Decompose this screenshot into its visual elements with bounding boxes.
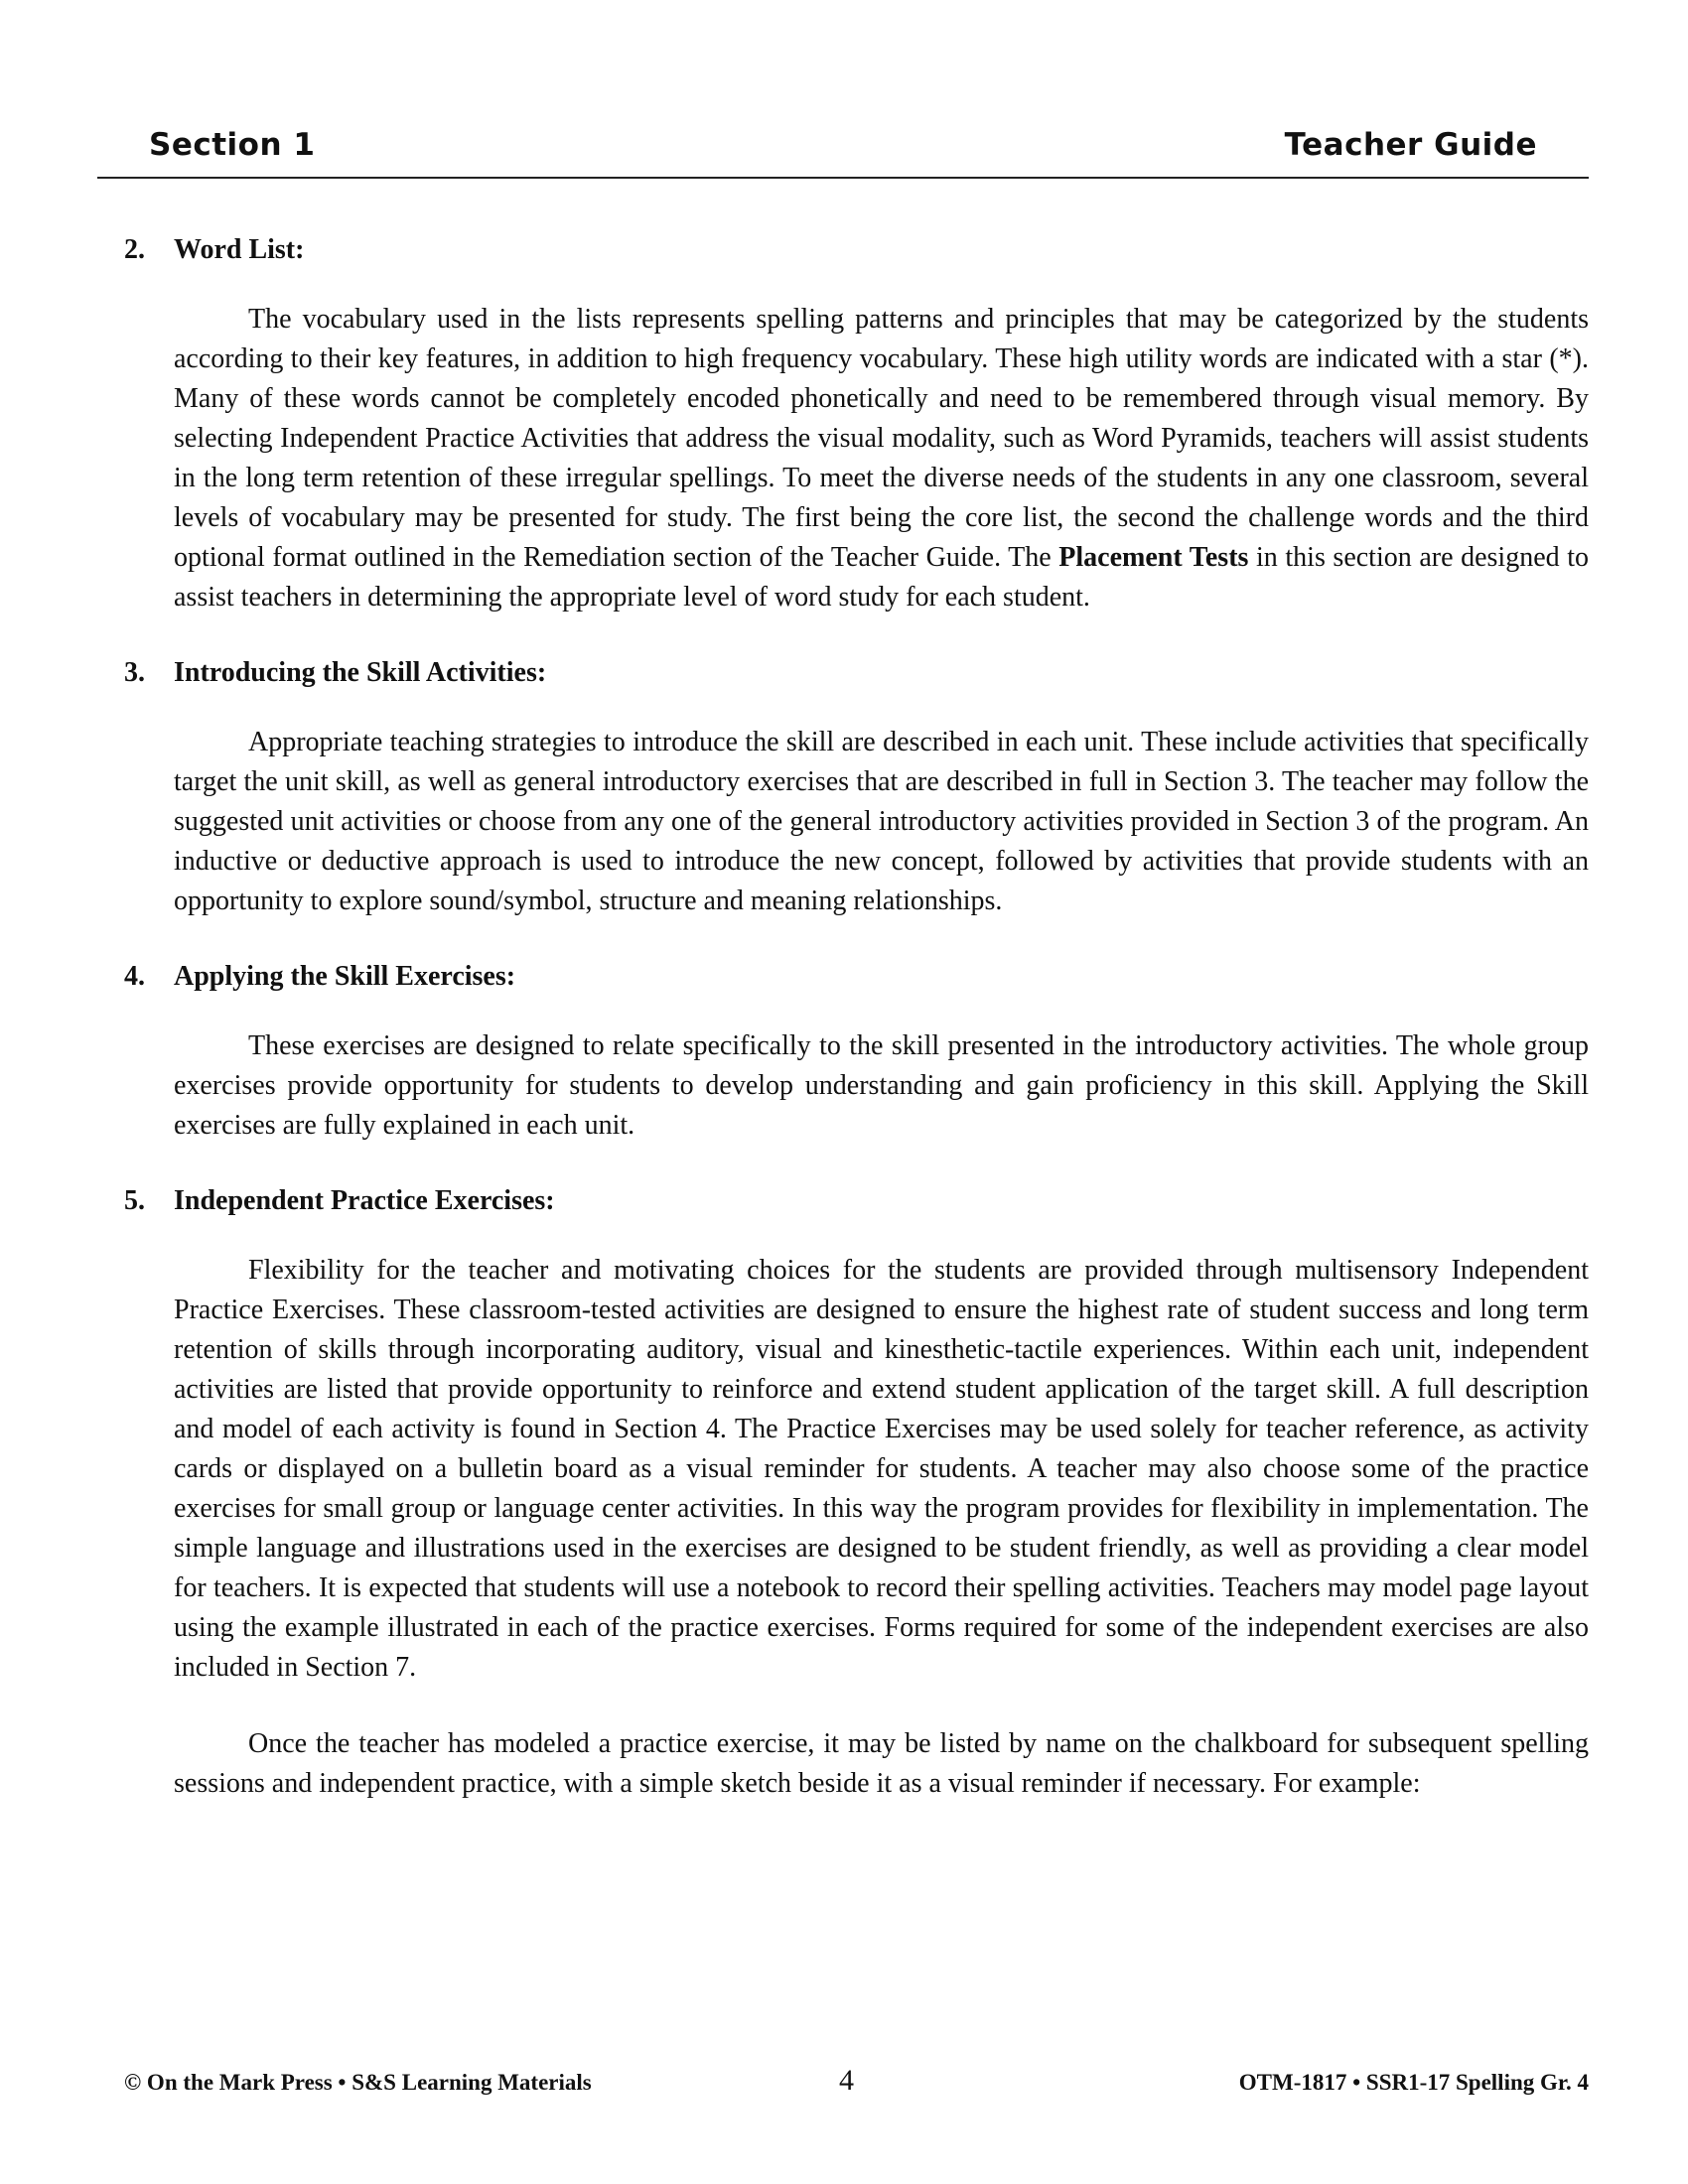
placement-tests-bold: Placement Tests [1058, 542, 1249, 573]
paragraph: Appropriate teaching strategies to introduce the skill are described in each unit. These include activities that specifically target the unit skill, as well as general introductory exercises that are described in full in Section 3. The teacher may follow the suggested unit activities or choose from any one of the general introductory activities provided in Section 3 of the program. An inductive or deductive approach is used to introduce the new concept, followed by activities that provide students with an opportunity to explore sound/symbol, structure and meaning relationships. [174, 727, 1589, 916]
section-heading [124, 230, 1589, 270]
section-heading [124, 1181, 1589, 1221]
section-independent-practice [124, 1181, 1589, 1804]
page-number: 4 [839, 2064, 854, 2097]
footer-product-code: OTM-1817 • SSR1-17 Spelling Gr. 4 [1238, 2070, 1589, 2095]
page-content [124, 230, 1589, 1840]
header-guide-label: Teacher Guide [1284, 127, 1537, 163]
section-number: 4. [124, 961, 145, 992]
section-applying-skill [124, 957, 1589, 1146]
section-number: 3. [124, 657, 145, 688]
paragraph: The vocabulary used in the lists represents spelling patterns and principles that may be categorized by the students according to their key features, in addition to high frequency vocabulary. These high utility words are indicated with a star (*). Many of these words cannot be completely encoded phonetically and need to be remembered through visual memory. By selecting Independent Practice Activities that address the visual modality, such as Word Pyramids, teachers will assist students in the long term retention of these irregular spellings. To meet the diverse needs of the students in any one classroom, several levels of vocabulary may be presented for study. The first being the core list, the second the challenge words and the third optional format outlined in the Remediation section of the Teacher Guide. The Placement Tests in this section are designed to assist teachers in determining the appropriate level of word study for each student. [174, 304, 1589, 613]
page-footer [124, 2064, 1589, 2110]
section-number: 5. [124, 1185, 145, 1216]
paragraph: These exercises are designed to relate specifically to the skill presented in the introductory activities. The whole group exercises provide opportunity for students to develop understanding and gain proficiency in this skill. Applying the Skill exercises are fully explained in each unit. [174, 1030, 1589, 1141]
section-heading [124, 957, 1589, 997]
section-word-list [124, 230, 1589, 617]
header-section-label: Section 1 [149, 127, 316, 163]
section-title: Independent Practice Exercises: [174, 1185, 555, 1216]
section-title: Word List: [174, 234, 305, 265]
section-title: Introducing the Skill Activities: [174, 657, 547, 688]
paragraph: Once the teacher has modeled a practice exercise, it may be listed by name on the chalkboard for subsequent spelling sessions and independent practice, with a simple sketch beside it as a visual reminder if necessary. For example: [174, 1728, 1589, 1799]
section-introducing-skill [124, 653, 1589, 921]
section-number: 2. [124, 234, 145, 265]
footer-publisher: © On the Mark Press • S&S Learning Materials [124, 2070, 592, 2095]
section-heading [124, 653, 1589, 693]
section-title: Applying the Skill Exercises: [174, 961, 516, 992]
paragraph: Flexibility for the teacher and motivating choices for the students are provided through multisensory Independent Practice Exercises. These classroom-tested activities are designed to ensure the highest rate of student success and long term retention of skills through incorporating auditory, visual and kinesthetic-tactile experiences. Within each unit, independent activities are listed that provide opportunity to reinforce and extend student application of the target skill. A full description and model of each activity is found in Section 4. The Practice Exercises may be used solely for teacher reference, as activity cards or displayed on a bulletin board as a visual reminder for students. A teacher may also choose some of the practice exercises for small group or language center activities. In this way the program provides for flexibility in implementation. The simple language and illustrations used in the exercises are designed to be student friendly, as well as providing a clear model for teachers. It is expected that students will use a notebook to record their spelling activities. Teachers may model page layout using the example illustrated in each of the practice exercises. Forms required for some of the independent exercises are also included in Section 7. [174, 1255, 1589, 1683]
page-header [97, 127, 1589, 179]
